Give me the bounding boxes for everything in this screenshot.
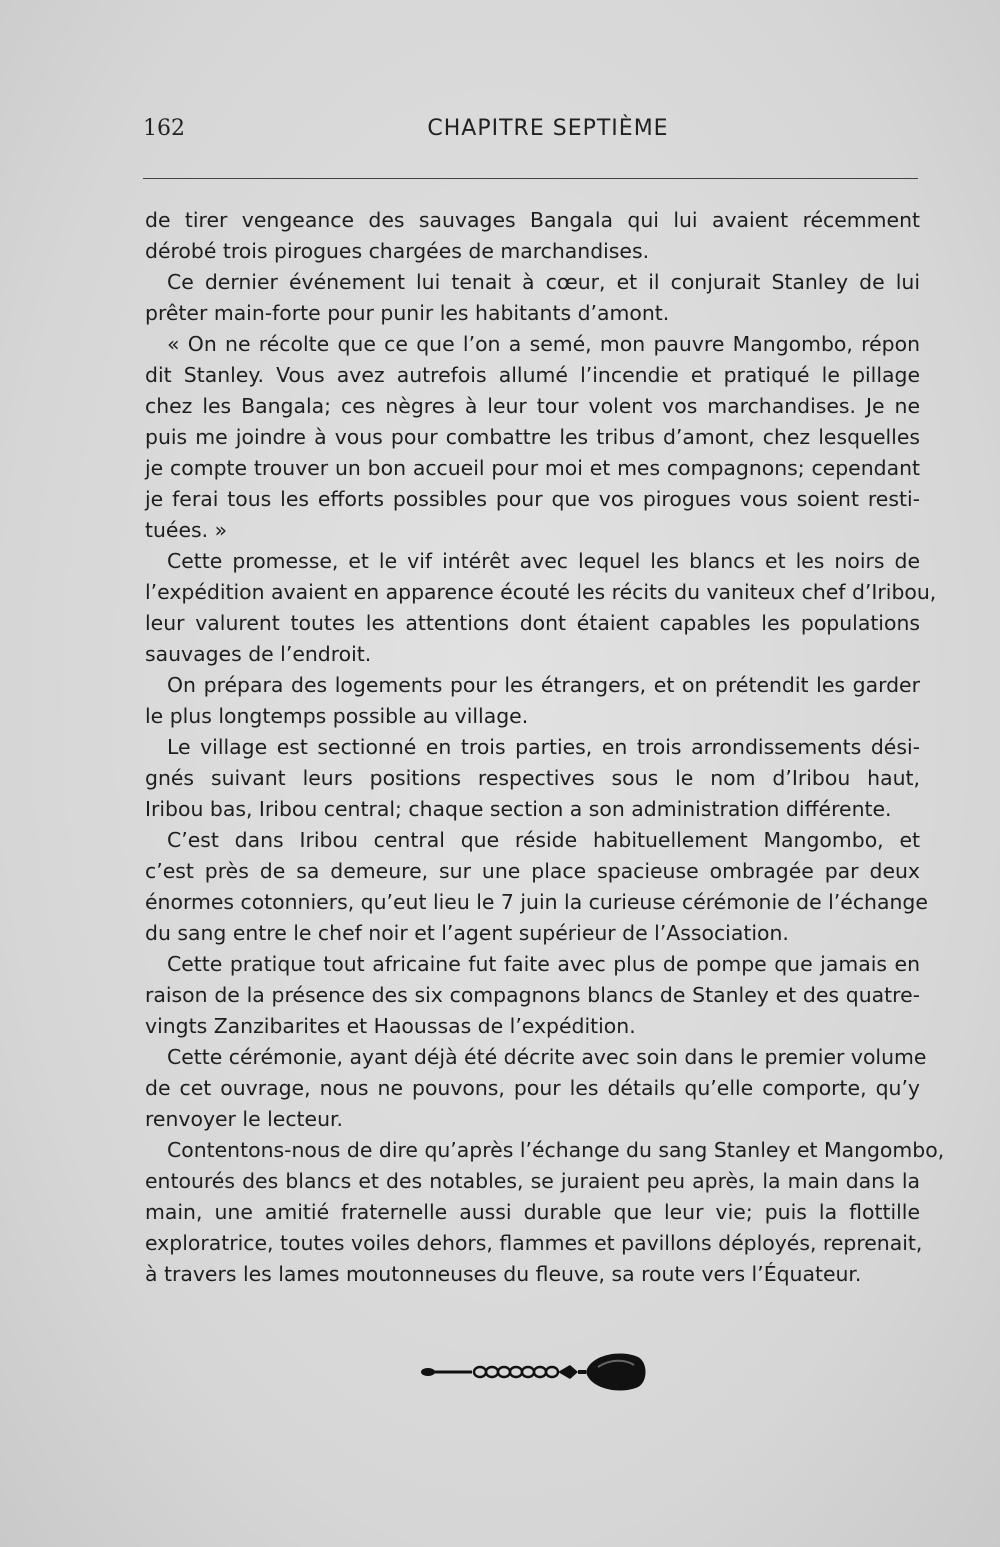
- paragraph: [145, 670, 920, 732]
- paragraph: [145, 732, 920, 825]
- text-line: de cet ouvrage, nous ne pouvons, pour les détails qu’elle comporte, qu’y: [145, 1076, 920, 1100]
- paragraph: [145, 949, 920, 1042]
- page-header: [143, 112, 923, 152]
- paragraph: [145, 329, 920, 546]
- text-line: sauvages de l’endroit.: [145, 642, 372, 666]
- text-line: énormes cotonniers, qu’eut lieu le 7 juin la curieuse cérémonie de l’échange: [145, 890, 928, 914]
- paragraph: [145, 1135, 945, 1290]
- text-line: gnés suivant leurs positions respectives sous le nom d’Iribou haut,: [145, 766, 920, 790]
- page-number: 162: [143, 116, 185, 141]
- text-line: à travers les lames moutonneuses du fleuve, sa route vers l’Équateur.: [145, 1262, 862, 1286]
- text-line: entourés des blancs et des notables, se juraient peu après, la main dans la: [145, 1169, 920, 1193]
- text-line: Le village est sectionné en trois parties, en trois arrondissements dési-: [167, 735, 920, 759]
- text-line: Cette cérémonie, ayant déjà été décrite avec soin dans le premier volume: [167, 1045, 927, 1069]
- text-line: le plus longtemps possible au village.: [145, 704, 529, 728]
- text-line: du sang entre le chef noir et l’agent supérieur de l’Association.: [145, 921, 789, 945]
- text-line: tuées. »: [145, 518, 228, 542]
- text-line: je ferai tous les efforts possibles pour que vos pirogues vous soient resti-: [145, 487, 920, 511]
- text-line: Contentons-nous de dire qu’après l’échange du sang Stanley et Mangombo,: [167, 1138, 945, 1162]
- text-line: c’est près de sa demeure, sur une place spacieuse ombragée par deux: [145, 859, 920, 883]
- text-line: chez les Bangala; ces nègres à leur tour volent vos marchandises. Je ne: [145, 394, 920, 418]
- header-rule: [143, 178, 918, 179]
- text-line: C’est dans Iribou central que réside habituellement Mangombo, et: [167, 828, 920, 852]
- text-line: dérobé trois pirogues chargées de marchandises.: [145, 239, 650, 263]
- text-line: Iribou bas, Iribou central; chaque section a son administration différente.: [145, 797, 892, 821]
- spoon-ornament-icon: [420, 1345, 650, 1395]
- text-line: dit Stanley. Vous avez autrefois allumé l’incendie et pratiqué le pillage: [145, 363, 920, 387]
- text-line: Cette promesse, et le vif intérêt avec lequel les blancs et les noirs de: [167, 549, 920, 573]
- paragraph: [145, 267, 920, 329]
- text-line: main, une amitié fraternelle aussi durable que leur vie; puis la flottille: [145, 1200, 920, 1224]
- text-line: renvoyer le lecteur.: [145, 1107, 343, 1131]
- text-line: Ce dernier événement lui tenait à cœur, et il conjurait Stanley de lui: [167, 270, 920, 294]
- text-line: prêter main-forte pour punir les habitants d’amont.: [145, 301, 670, 325]
- text-line: exploratrice, toutes voiles dehors, flammes et pavillons déployés, reprenait,: [145, 1231, 923, 1255]
- text-line: vingts Zanzibarites et Haoussas de l’expédition.: [145, 1014, 636, 1038]
- text-line: « On ne récolte que ce que l’on a semé, mon pauvre Mangombo, répon: [167, 332, 920, 356]
- text-line: On prépara des logements pour les étrangers, et on prétendit les garder: [167, 673, 920, 697]
- running-title: CHAPITRE SEPTIÈME: [427, 116, 669, 141]
- body-text: [145, 205, 945, 1290]
- text-line: raison de la présence des six compagnons blancs de Stanley et des quatre-: [145, 983, 920, 1007]
- text-line: je compte trouver un bon accueil pour moi et mes compagnons; cependant: [145, 456, 920, 480]
- text-line: de tirer vengeance des sauvages Bangala qui lui avaient récemment: [145, 208, 920, 232]
- paragraph: [145, 205, 920, 267]
- text-line: Cette pratique tout africaine fut faite avec plus de pompe que jamais en: [167, 952, 920, 976]
- text-line: puis me joindre à vous pour combattre les tribus d’amont, chez lesquelles: [145, 425, 920, 449]
- text-line: l’expédition avaient en apparence écouté les récits du vaniteux chef d’Iribou,: [145, 580, 937, 604]
- paragraph: [145, 825, 928, 949]
- paragraph: [145, 546, 937, 670]
- paragraph: [145, 1042, 927, 1135]
- text-line: leur valurent toutes les attentions dont étaient capables les populations: [145, 611, 920, 635]
